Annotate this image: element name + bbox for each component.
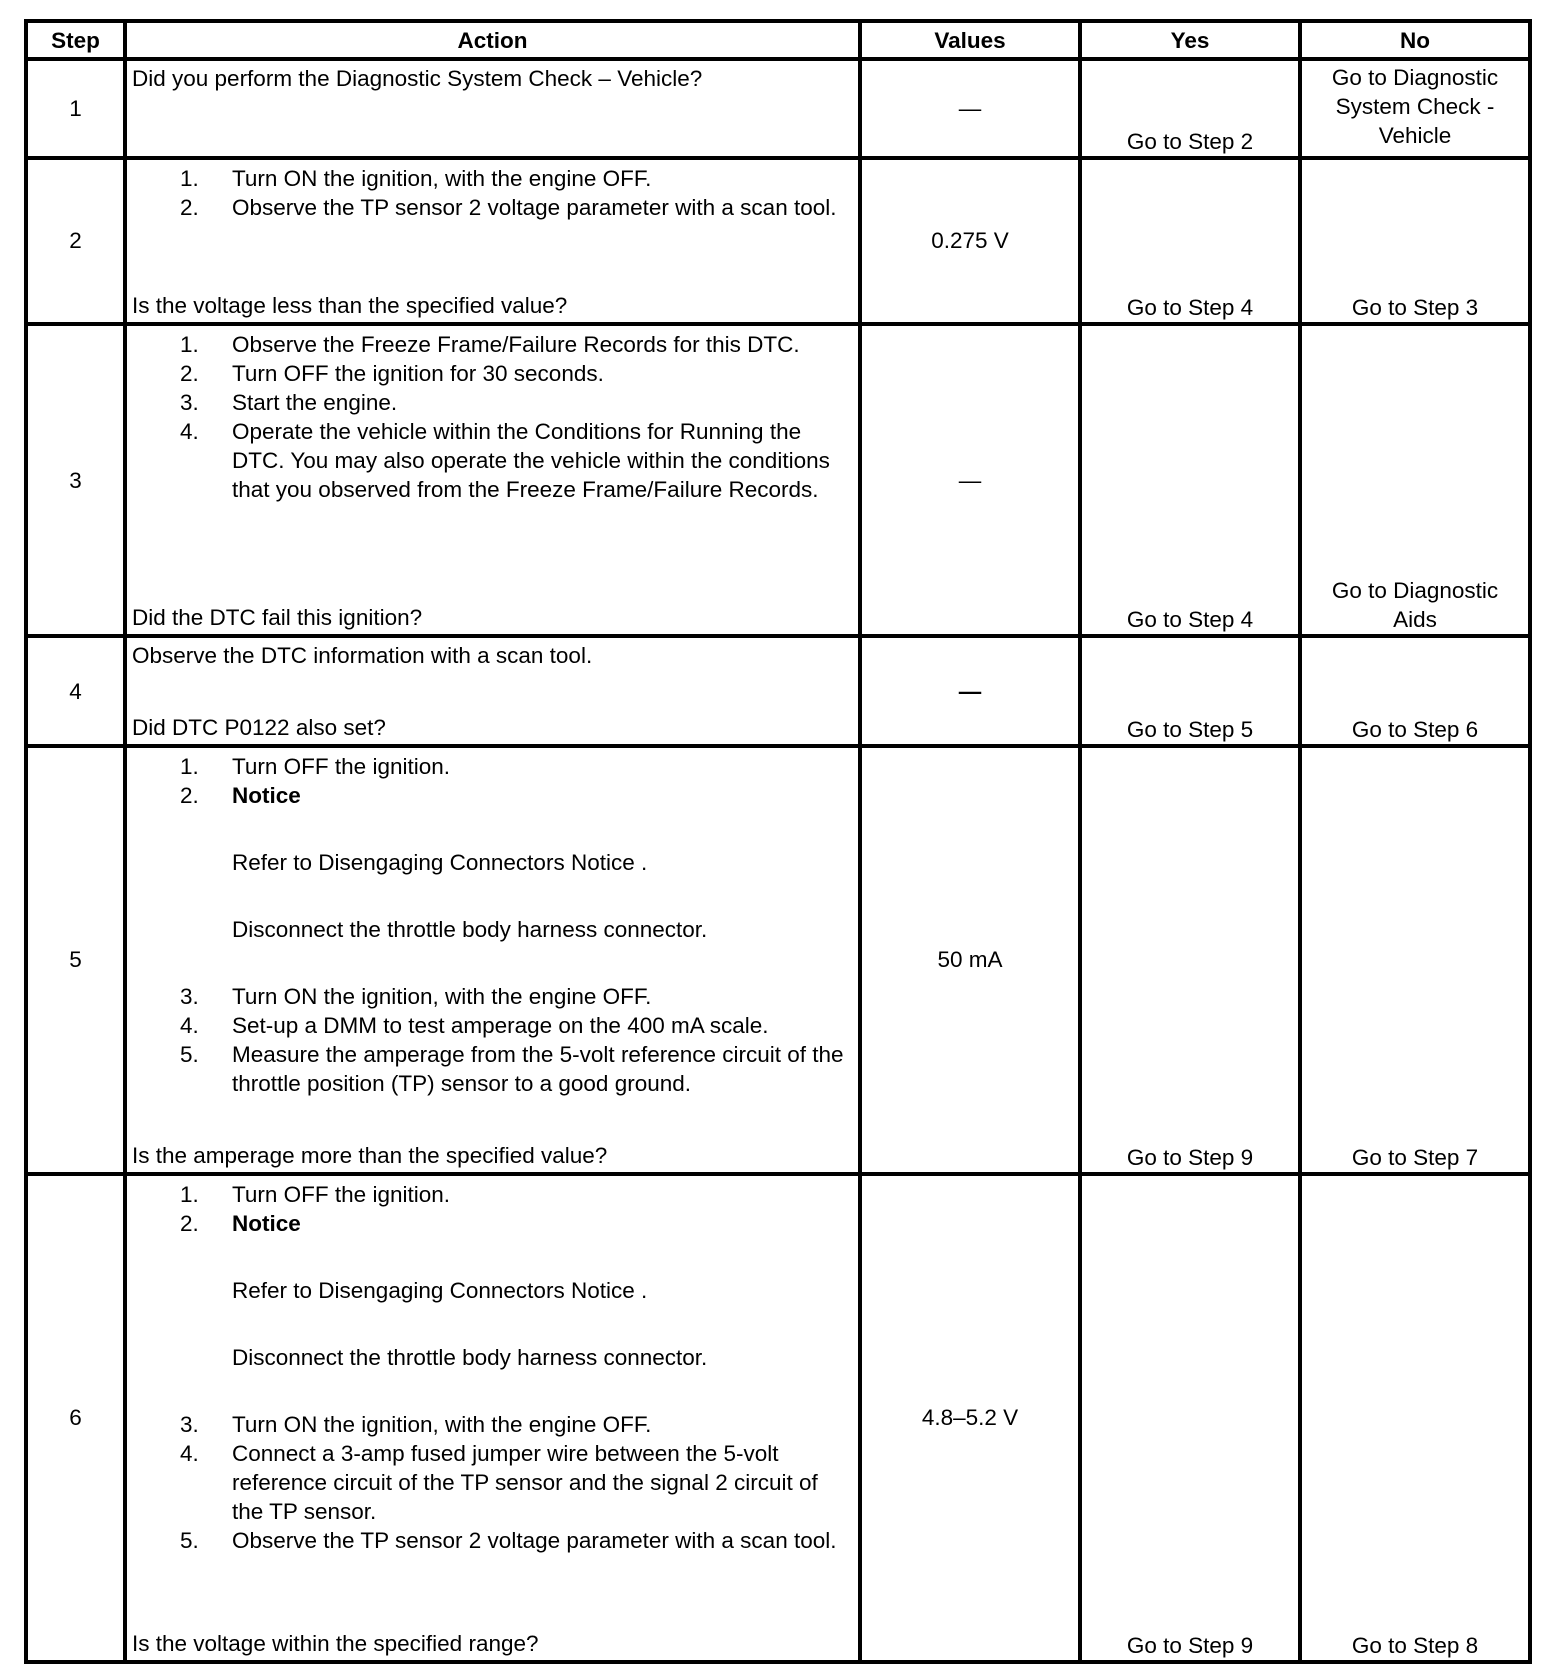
step-text: Observe the Freeze Frame/Failure Records for this DTC. [232,331,800,357]
step-number: 3 [26,324,125,637]
action-step [132,781,852,944]
action-step [132,1180,852,1209]
step-text: Observe the TP sensor 2 voltage parameter with a scan tool. [232,1527,837,1553]
step-index: 1. [180,753,199,779]
action-step [132,1011,852,1040]
no-cell [1300,636,1530,745]
action-cell [125,158,860,323]
header-step: Step [26,21,125,59]
action-intro: Observe the DTC information with a scan tool. [132,643,593,669]
step-index: 1. [180,166,199,192]
step-text: Turn ON the ignition, with the engine OFF. [232,1411,652,1437]
action-step [132,193,852,222]
value-cell: 50 mA [860,746,1080,1174]
step-index: 3. [180,1411,199,1437]
value-cell: — [860,59,1080,158]
diagnostic-table [24,19,1532,1664]
action-cell [125,324,860,637]
action-step [132,1040,852,1098]
action-steps [132,164,852,222]
no-line: Go to Step 7 [1351,1144,1479,1170]
yes-cell: Go to Step 4 [1080,324,1300,637]
value-cell: — [860,324,1080,637]
header-no: No [1300,21,1530,59]
table-row [26,59,1530,158]
action-steps [132,1180,852,1555]
no-line: Go to Step 6 [1351,716,1479,742]
no-line: Vehicle [1378,123,1452,148]
no-line: Go to Diagnostic [1331,65,1499,90]
no-line: Aids [1393,607,1437,633]
action-step [132,330,852,359]
notice-instruction: Disconnect the throttle body harness connector. [232,1344,708,1370]
value-cell: 4.8–5.2 V [860,1174,1080,1662]
table-row [26,158,1530,323]
action-step [132,1439,852,1526]
step-text: Turn ON the ignition, with the engine OFF. [232,983,652,1009]
step-index: 4. [180,418,199,444]
yes-cell: Go to Step 5 [1080,636,1300,745]
step-text: Start the engine. [232,389,398,415]
table-row [26,636,1530,745]
step-text: Measure the amperage from the 5-volt reference circuit of the throttle position (TP) sensor to a good ground. [232,1041,844,1096]
step-index: 1. [180,1181,199,1207]
header-yes: Yes [1080,21,1300,59]
action-cell [125,59,860,158]
header-values: Values [860,21,1080,59]
action-step [132,417,852,504]
step-index: 5. [180,1527,199,1553]
step-text: Observe the TP sensor 2 voltage parameter with a scan tool. [232,195,837,221]
action-step [132,359,852,388]
table-row [26,324,1530,637]
action-cell [125,746,860,1174]
step-text: Operate the vehicle within the Conditions for Running the DTC. You may also operate the vehicle within the conditions that you observed from the Freeze Frame/Failure Records. [232,418,830,502]
action-question: Is the voltage within the specified range? [132,1631,539,1656]
value-cell: 0.275 V [860,158,1080,323]
notice-instruction: Disconnect the throttle body harness connector. [232,916,708,942]
action-step [132,1410,852,1439]
step-text: Turn OFF the ignition. [232,753,451,779]
action-step [132,982,852,1011]
no-line: Go to Step 8 [1351,1633,1479,1658]
table-row [26,1174,1530,1662]
yes-cell: Go to Step 9 [1080,746,1300,1174]
no-cell [1300,59,1530,158]
action-step [132,388,852,417]
table-row [26,746,1530,1174]
header-action: Action [125,21,860,59]
step-index: 2. [180,195,199,221]
step-text: Turn OFF the ignition. [232,1181,451,1207]
step-index: 2. [180,1210,199,1236]
step-text: Turn ON the ignition, with the engine OFF. [232,166,652,192]
action-step [132,1526,852,1555]
notice-title: Notice [232,1210,301,1236]
step-index: 3. [180,389,199,415]
step-index: 5. [180,1041,199,1067]
step-index: 2. [180,360,199,386]
no-line: Go to Step 3 [1351,294,1479,320]
step-text: Turn OFF the ignition for 30 seconds. [232,360,604,386]
no-cell [1300,746,1530,1174]
step-text: Set-up a DMM to test amperage on the 400 mA scale. [232,1012,769,1038]
no-cell [1300,158,1530,323]
action-step [132,1209,852,1372]
action-intro: Did you perform the Diagnostic System Check – Vehicle? [132,66,703,91]
no-cell [1300,324,1530,637]
notice-title: Notice [232,782,301,808]
action-question: Did DTC P0122 also set? [132,714,386,740]
step-number: 2 [26,158,125,323]
step-index: 4. [180,1440,199,1466]
step-number: 5 [26,746,125,1174]
step-number: 1 [26,59,125,158]
action-question: Is the amperage more than the specified value? [132,1142,608,1168]
value-cell: — [860,636,1080,745]
yes-cell: Go to Step 2 [1080,59,1300,158]
notice-text: Refer to Disengaging Connectors Notice . [232,1277,648,1303]
no-cell [1300,1174,1530,1662]
action-cell [125,636,860,745]
action-cell [125,1174,860,1662]
yes-cell: Go to Step 4 [1080,158,1300,323]
action-step [132,164,852,193]
step-text: Connect a 3-amp fused jumper wire between the 5-volt reference circuit of the TP sensor and the signal 2 circuit of the TP sensor. [232,1440,818,1524]
notice-text: Refer to Disengaging Connectors Notice . [232,849,648,875]
no-line: Go to Diagnostic [1331,578,1499,604]
step-index: 2. [180,782,199,808]
step-index: 1. [180,331,199,357]
action-steps [132,330,852,504]
step-index: 4. [180,1012,199,1038]
yes-cell: Go to Step 9 [1080,1174,1300,1662]
action-steps [132,752,852,1098]
step-number: 6 [26,1174,125,1662]
action-step [132,752,852,781]
action-question: Did the DTC fail this ignition? [132,605,423,631]
no-line: System Check - [1335,94,1495,119]
header-row [26,21,1530,59]
step-number: 4 [26,636,125,745]
action-question: Is the voltage less than the specified value? [132,292,568,318]
step-index: 3. [180,983,199,1009]
